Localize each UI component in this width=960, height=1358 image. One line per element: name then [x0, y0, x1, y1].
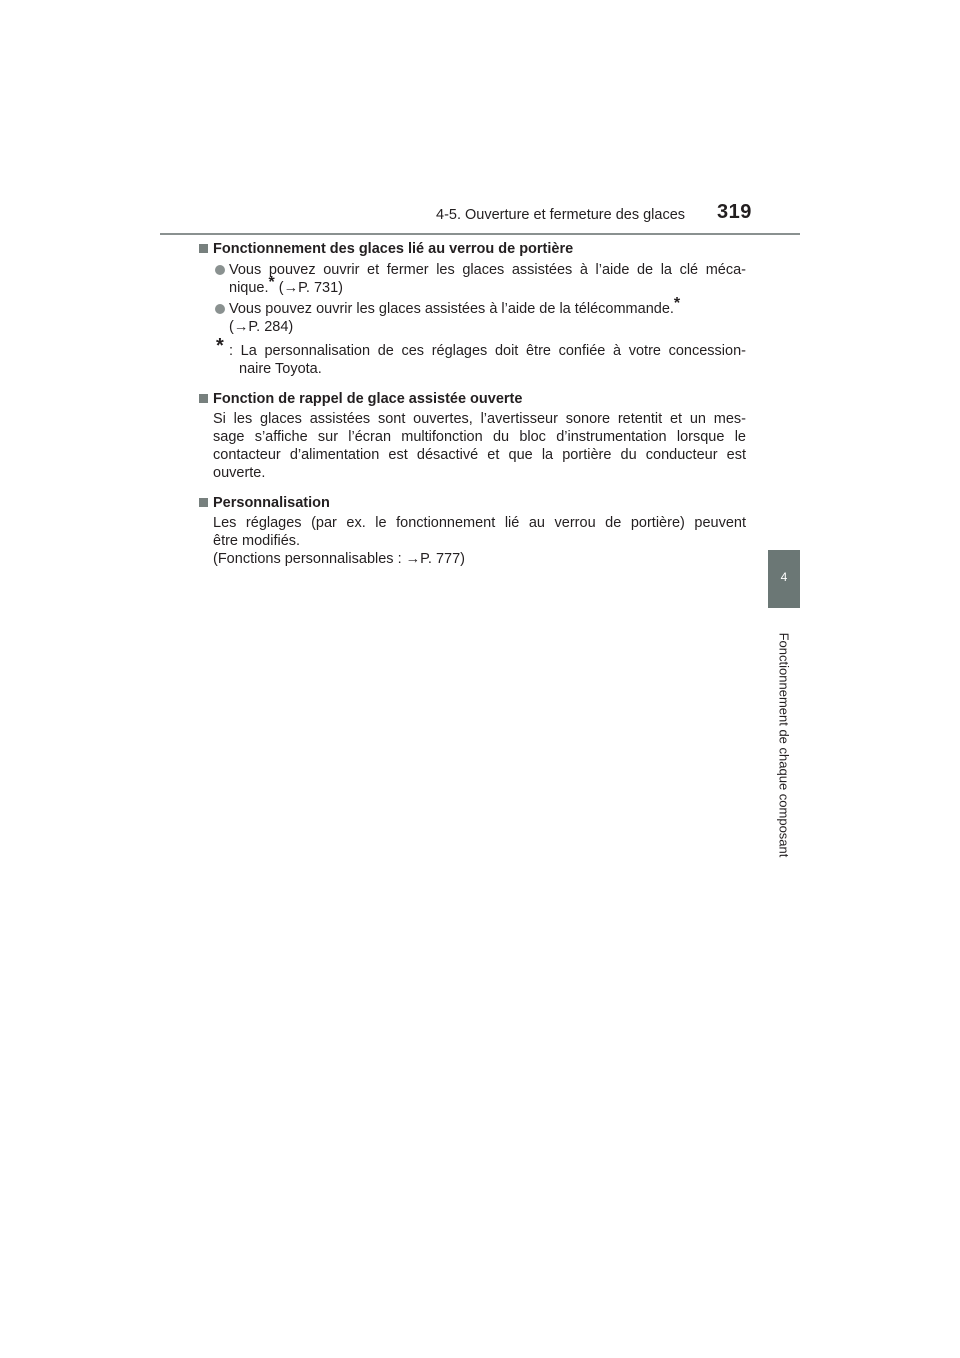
main-content	[210, 240, 746, 574]
section-heading: Fonction de rappel de glace assistée ouverte	[213, 390, 746, 408]
circle-bullet-icon	[215, 265, 225, 275]
list-item: Vous pouvez ouvrir les glaces assistées à l’aide de la télécommande.* (→P. 284)	[229, 300, 746, 336]
list-item: Vous pouvez ouvrir et fermer les glaces assistées à l’aide de la clé méca- nique.* (→P. 731)	[229, 261, 746, 297]
page-reference[interactable]: (Fonctions personnalisables : →P. 777)	[213, 551, 466, 567]
page-number: 319	[717, 201, 752, 223]
footnote-marker: *	[268, 274, 275, 291]
paragraph: Si les glaces assistées sont ouvertes, l’avertisseur sonore retentit et un mes- sage s’affiche sur l’écran multifonction du bloc d’instrumentation lorsque le contacteur d’alimentation est désactivé et que la portière du conducteur est ouverte.	[213, 411, 746, 481]
section-title: 4-5. Ouverture et fermeture des glaces	[436, 207, 686, 223]
section-window-lock	[210, 240, 746, 378]
footnote-star: *	[216, 335, 224, 357]
page-reference[interactable]: (→P. 731)	[274, 280, 343, 296]
paragraph: Les réglages (par ex. le fonctionnement lié au verrou de portière) peuvent être modifiés. (Fonctions personnalisables : →P. 777)	[213, 515, 746, 567]
footnote-marker: *	[673, 295, 681, 312]
square-bullet-icon	[199, 394, 208, 403]
circle-bullet-icon	[215, 304, 225, 314]
square-bullet-icon	[199, 498, 208, 507]
section-heading: Personnalisation	[213, 494, 746, 512]
square-bullet-icon	[199, 244, 208, 253]
footnote: * : La personnalisation de ces réglages doit être confiée à votre concession- naire Toyota.	[216, 335, 746, 377]
chapter-label: Fonctionnement de chaque composant	[776, 632, 792, 858]
chapter-tab	[768, 550, 800, 608]
chapter-number: 4	[780, 570, 788, 584]
section-customization	[210, 494, 746, 568]
section-open-window-reminder	[210, 390, 746, 482]
page-reference[interactable]: (→P. 284)	[229, 319, 294, 335]
section-heading: Fonctionnement des glaces lié au verrou de portière	[213, 240, 746, 258]
header-divider	[160, 233, 800, 235]
